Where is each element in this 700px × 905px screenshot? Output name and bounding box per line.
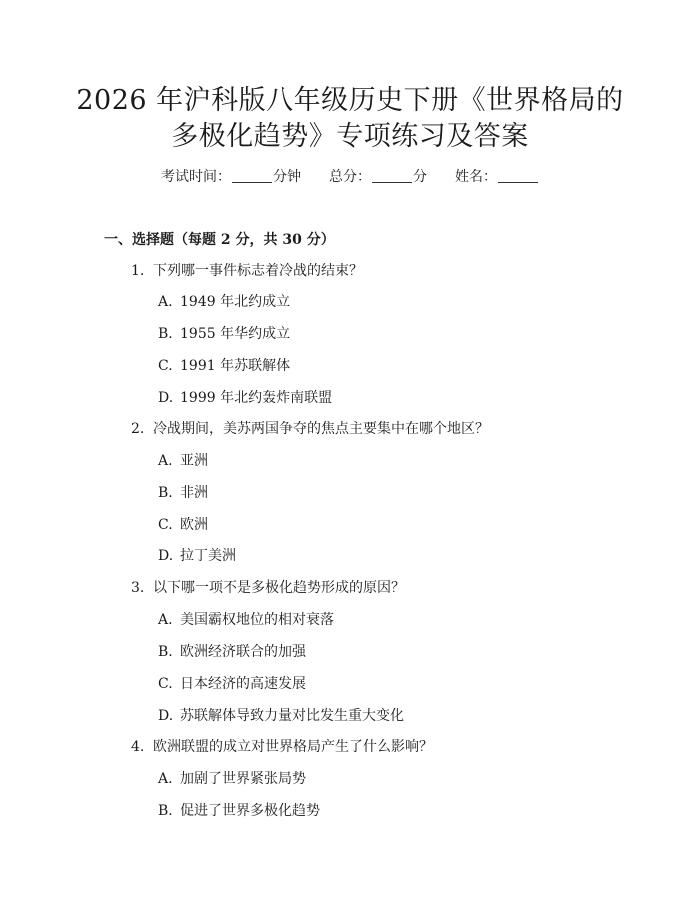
question-4 bbox=[131, 737, 433, 757]
exam-time-blank[interactable] bbox=[232, 168, 272, 183]
question-text: 欧洲联盟的成立对世界格局产生了什么影响？ bbox=[153, 739, 433, 755]
option-letter: A. bbox=[158, 294, 173, 310]
option-text: 拉丁美洲 bbox=[180, 548, 236, 564]
option-letter: D. bbox=[158, 548, 174, 564]
option-text: 苏联解体导致力量对比发生重大变化 bbox=[180, 708, 404, 724]
question-3-option-b[interactable] bbox=[158, 642, 306, 662]
option-text: 1949 年北约成立 bbox=[180, 294, 291, 310]
option-letter: C. bbox=[158, 676, 173, 692]
option-text: 日本经济的高速发展 bbox=[180, 676, 306, 692]
question-2-option-d[interactable] bbox=[158, 546, 236, 566]
question-1-option-c[interactable] bbox=[158, 356, 290, 376]
option-letter: A. bbox=[158, 612, 173, 628]
question-1-option-b[interactable] bbox=[158, 324, 290, 344]
option-letter: B. bbox=[158, 326, 173, 342]
option-letter: B. bbox=[158, 803, 173, 819]
total-score-label: 总分： bbox=[329, 169, 371, 185]
document-title-line-1: 2026 年沪科版八年级历史下册《世界格局的 bbox=[76, 85, 624, 116]
question-1-option-a[interactable] bbox=[158, 292, 290, 312]
option-letter: A. bbox=[158, 453, 173, 469]
question-number: 2. bbox=[131, 421, 145, 437]
question-2 bbox=[131, 419, 489, 439]
question-3-option-c[interactable] bbox=[158, 674, 306, 694]
question-4-option-b[interactable] bbox=[158, 801, 320, 821]
option-letter: D. bbox=[158, 708, 174, 724]
question-number: 3. bbox=[131, 580, 145, 596]
question-1-option-d[interactable] bbox=[158, 388, 332, 408]
option-letter: C. bbox=[158, 358, 173, 374]
exam-time-unit: 分钟 bbox=[273, 169, 301, 185]
total-score-blank[interactable] bbox=[372, 168, 412, 183]
option-text: 欧洲 bbox=[180, 517, 208, 533]
question-4-option-a[interactable] bbox=[158, 769, 306, 789]
option-text: 1955 年华约成立 bbox=[180, 326, 291, 342]
exam-time-label: 考试时间： bbox=[161, 169, 231, 185]
question-2-option-c[interactable] bbox=[158, 515, 208, 535]
question-text: 以下哪一项不是多极化趋势形成的原因？ bbox=[153, 580, 405, 596]
section-title-multiple-choice: 一、选择题（每题 2 分，共 30 分） bbox=[104, 232, 335, 248]
option-text: 美国霸权地位的相对衰落 bbox=[180, 612, 334, 628]
option-text: 亚洲 bbox=[180, 453, 208, 469]
question-1 bbox=[131, 261, 363, 281]
document-title-line-2: 多极化趋势》专项练习及答案 bbox=[171, 121, 529, 152]
student-name-blank[interactable] bbox=[498, 168, 538, 183]
student-name-label: 姓名： bbox=[455, 169, 497, 185]
exam-meta-row bbox=[0, 167, 700, 187]
question-3-option-a[interactable] bbox=[158, 610, 334, 630]
option-text: 加剧了世界紧张局势 bbox=[180, 771, 306, 787]
option-text: 非洲 bbox=[180, 485, 208, 501]
total-score-unit: 分 bbox=[413, 169, 427, 185]
question-3-option-d[interactable] bbox=[158, 706, 404, 726]
question-number: 1. bbox=[131, 263, 145, 279]
total-score-field bbox=[329, 169, 427, 185]
question-text: 冷战期间，美苏两国争夺的焦点主要集中在哪个地区？ bbox=[153, 421, 489, 437]
option-text: 1991 年苏联解体 bbox=[180, 358, 291, 374]
option-text: 欧洲经济联合的加强 bbox=[180, 644, 306, 660]
option-text: 1999 年北约轰炸南联盟 bbox=[180, 390, 333, 406]
option-letter: C. bbox=[158, 517, 173, 533]
exam-time-field bbox=[161, 169, 301, 185]
option-letter: B. bbox=[158, 644, 173, 660]
student-name-field bbox=[455, 169, 539, 185]
question-3 bbox=[131, 578, 405, 598]
option-letter: D. bbox=[158, 390, 174, 406]
question-2-option-b[interactable] bbox=[158, 483, 208, 503]
option-text: 促进了世界多极化趋势 bbox=[180, 803, 320, 819]
option-letter: B. bbox=[158, 485, 173, 501]
question-text: 下列哪一事件标志着冷战的结束？ bbox=[153, 263, 363, 279]
question-2-option-a[interactable] bbox=[158, 451, 208, 471]
option-letter: A. bbox=[158, 771, 173, 787]
question-number: 4. bbox=[131, 739, 145, 755]
